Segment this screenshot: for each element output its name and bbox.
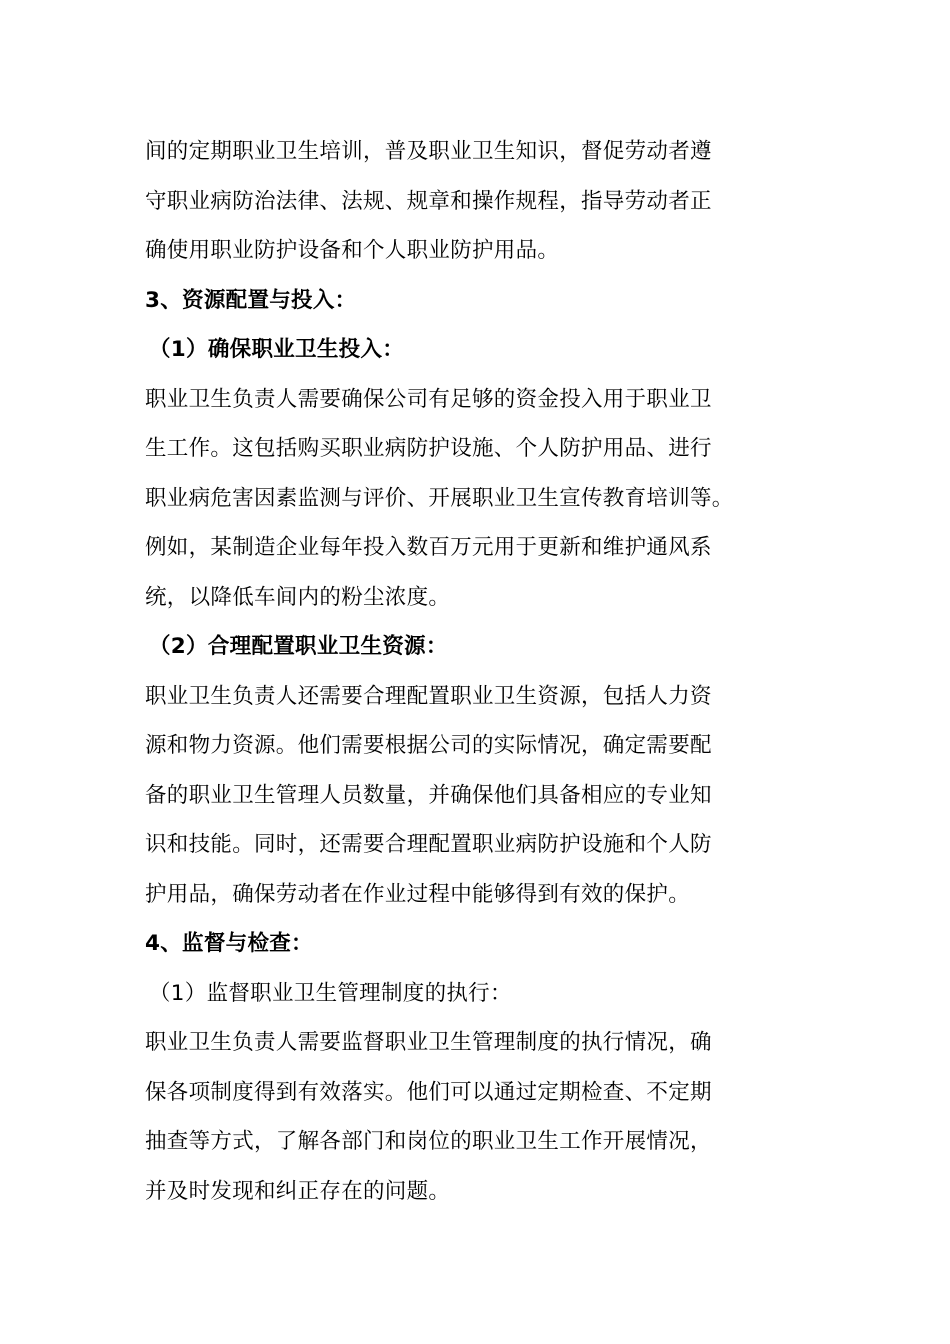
body-text-line: 生工作。这包括购买职业病防护设施、个人防护用品、进行 [145, 436, 712, 461]
body-text-line: 职业卫生负责人还需要合理配置职业卫生资源，包括人力资 [145, 683, 712, 709]
section-heading: 4、监督与检查： [145, 931, 313, 956]
body-text-line: 识和技能。同时，还需要合理配置职业病防护设施和个人防 [145, 832, 712, 857]
body-text-line: 职业卫生负责人需要监督职业卫生管理制度的执行情况，确 [145, 1030, 712, 1055]
body-text-line: 备的职业卫生管理人员数量，并确保他们具备相应的专业知 [145, 782, 712, 808]
body-text-line: 间的定期职业卫生培训，普及职业卫生知识，督促劳动者遵 [145, 139, 712, 164]
subsection-heading: （1）监督职业卫生管理制度的执行： [149, 980, 512, 1006]
body-text-line: 护用品，确保劳动者在作业过程中能够得到有效的保护。 [145, 881, 691, 907]
body-text-line: 统，以降低车间内的粉尘浓度。 [145, 584, 451, 610]
body-text-line: 确使用职业防护设备和个人职业防护用品。 [145, 238, 560, 263]
section-heading: 3、资源配置与投入： [145, 287, 357, 313]
body-text-line: 职业病危害因素监测与评价、开展职业卫生宣传教育培训等。 [145, 485, 734, 511]
document-body [145, 127, 825, 1216]
body-text-line: 守职业病防治法律、法规、规章和操作规程，指导劳动者正 [145, 188, 712, 214]
body-text-line: 保各项制度得到有效落实。他们可以通过定期检查、不定期 [145, 1079, 712, 1105]
body-text-line: 例如，某制造企业每年投入数百万元用于更新和维护通风系 [145, 535, 712, 560]
body-text-line: 并及时发现和纠正存在的问题。 [145, 1178, 451, 1204]
body-text-line: 抽查等方式，了解各部门和岗位的职业卫生工作开展情况， [145, 1129, 712, 1154]
body-text-line: 源和物力资源。他们需要根据公司的实际情况，确定需要配 [145, 733, 712, 758]
subsection-heading: （2）合理配置职业卫生资源： [149, 634, 448, 659]
subsection-heading: （1）确保职业卫生投入： [149, 337, 405, 362]
body-text-line: 职业卫生负责人需要确保公司有足够的资金投入用于职业卫 [145, 386, 712, 412]
